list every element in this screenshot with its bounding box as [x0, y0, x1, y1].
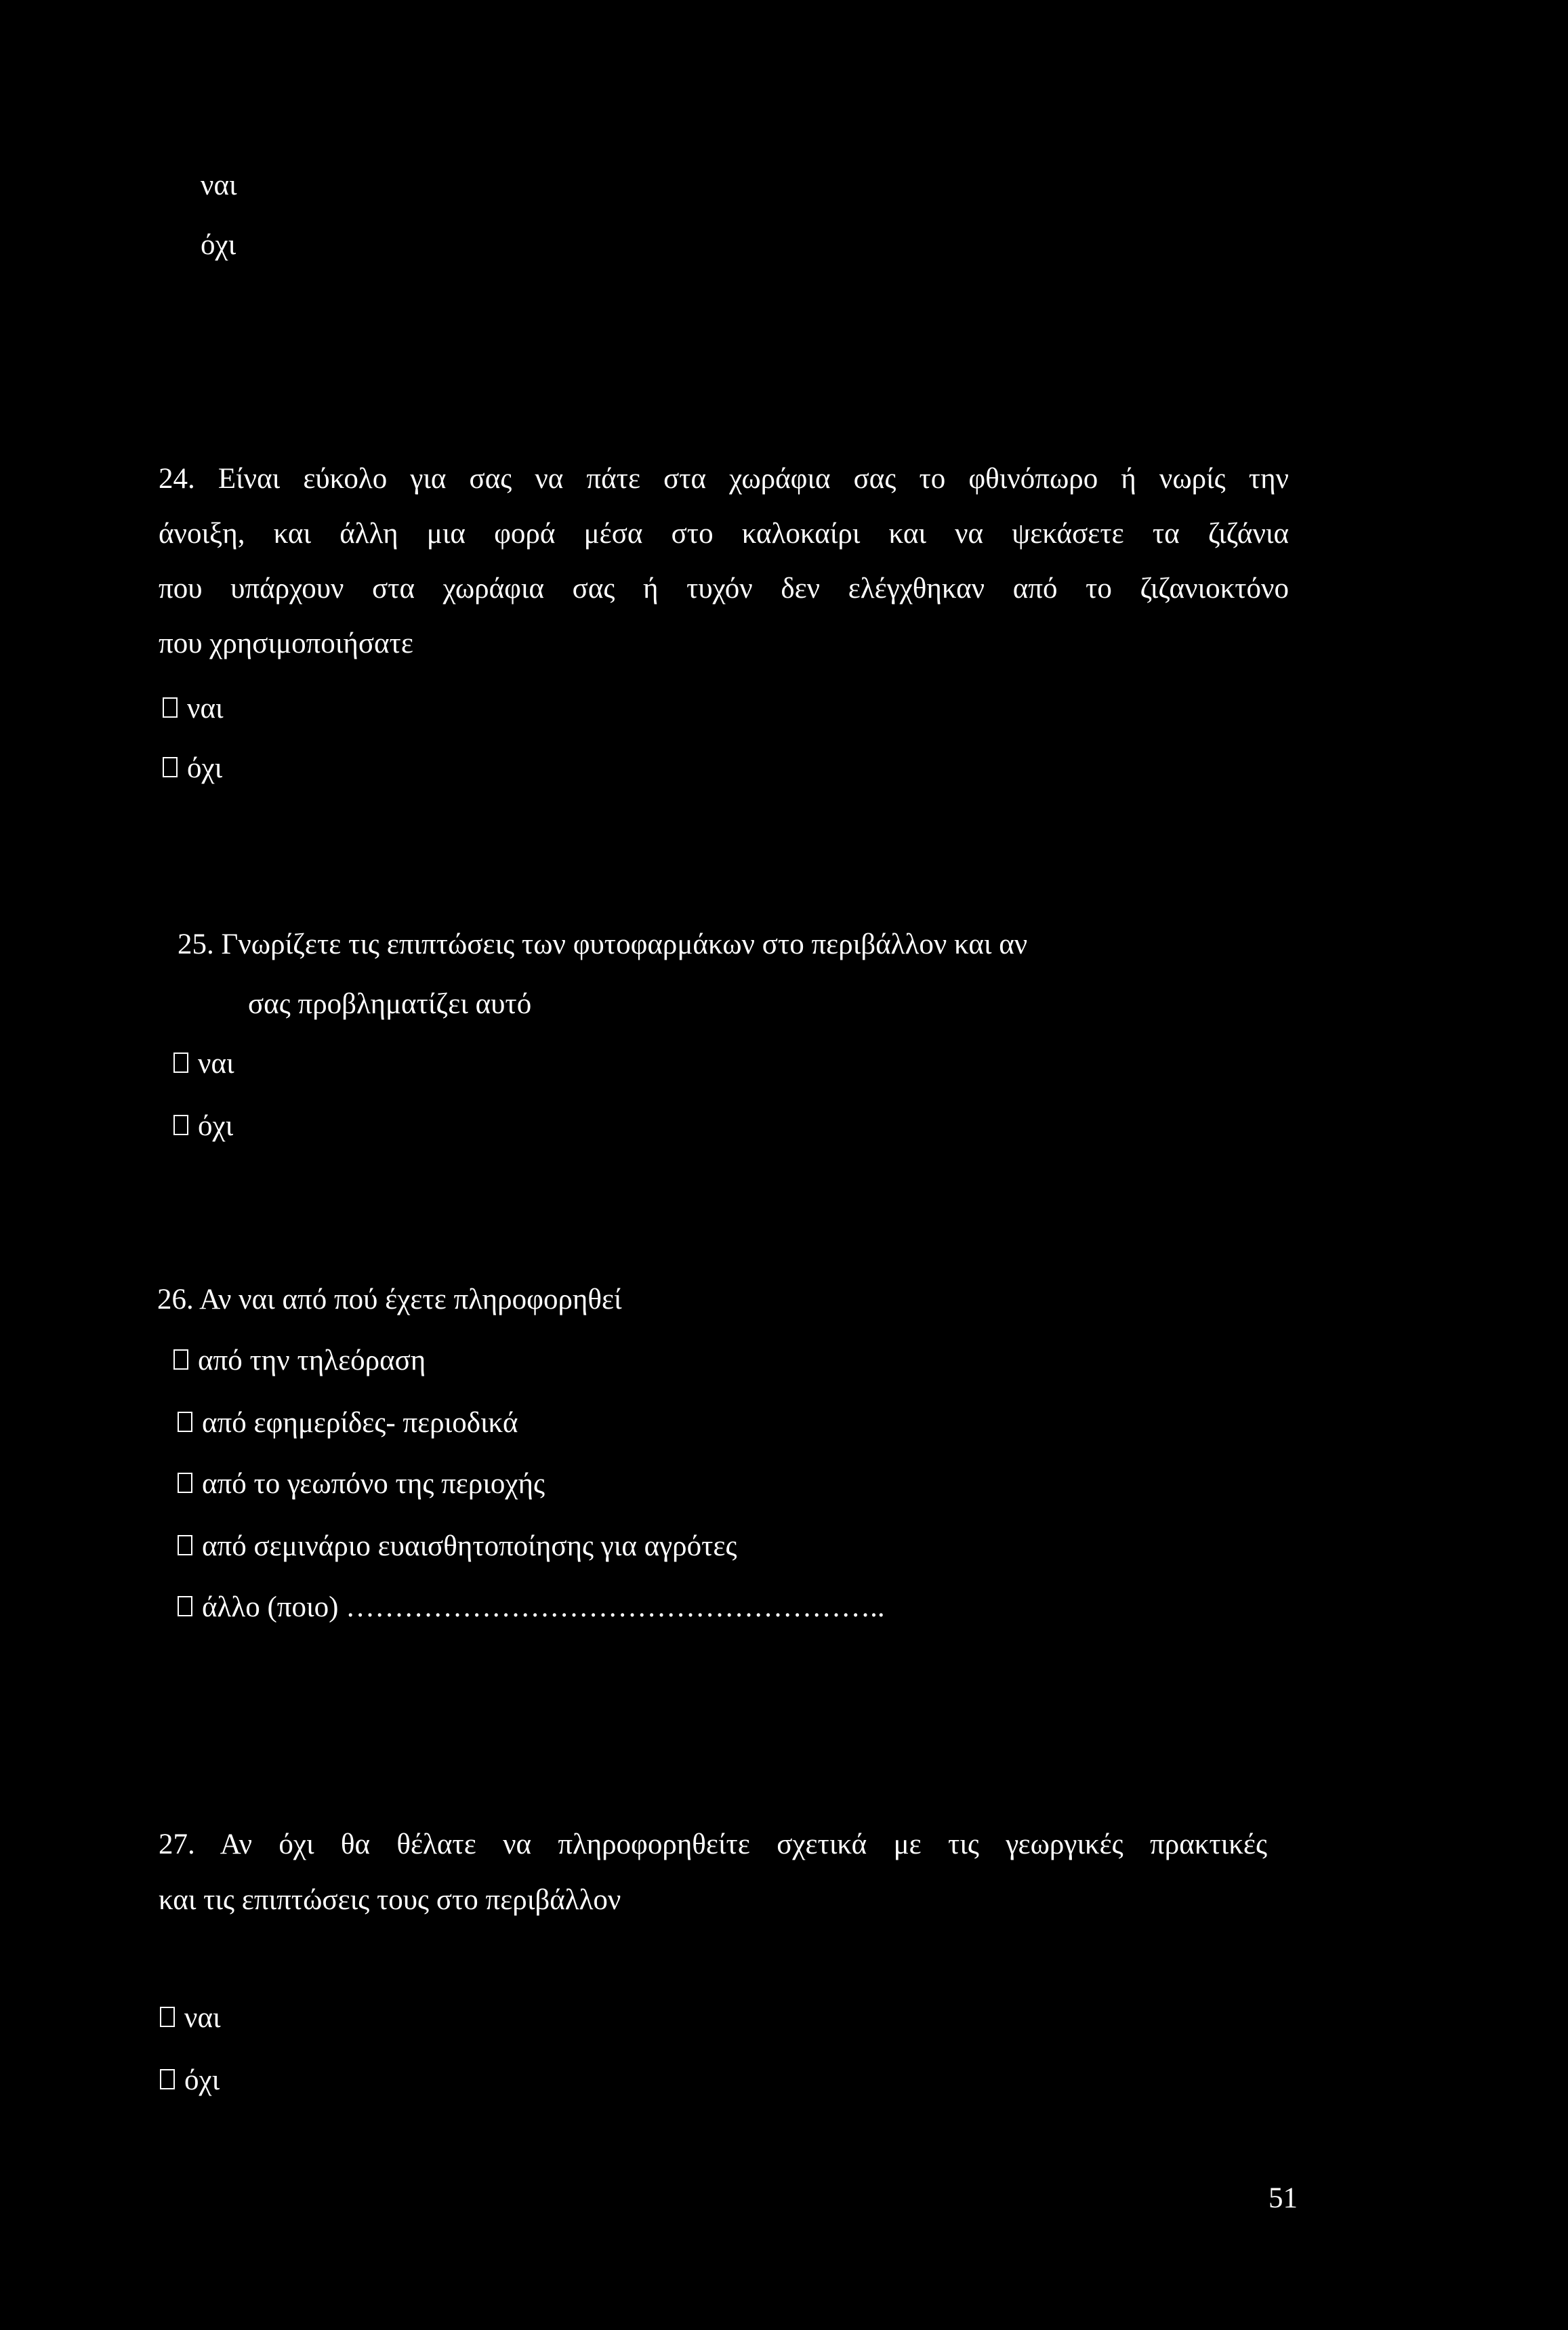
checkbox-icon[interactable] [178, 1473, 192, 1493]
q24-option-no-label: όχι [187, 752, 223, 784]
q27-line-2: και τις επιπτώσεις τους στο περιβάλλον [159, 1884, 621, 1916]
q27-option-yes-label: ναι [184, 2002, 221, 2034]
q26-option-tv[interactable] [173, 1346, 426, 1375]
checkbox-icon[interactable] [173, 1052, 188, 1073]
q24-line-3: που υπάρχουν στα χωράφια σας ή τυχόν δεν ελέγχθηκαν από το ζιζανιοκτόνο [159, 573, 1289, 605]
q27-option-no-label: όχι [184, 2064, 220, 2096]
q24-option-yes-label: ναι [187, 693, 224, 724]
q27-option-yes[interactable] [160, 2003, 221, 2032]
q26-option-agronomist[interactable] [178, 1469, 545, 1498]
checkbox-icon[interactable] [178, 1596, 192, 1616]
q27-line-1: 27. Αν όχι θα θέλατε να πληροφορηθείτε σχετικά με τις γεωργικές πρακτικές [159, 1828, 1267, 1860]
q25-option-no[interactable] [173, 1111, 233, 1141]
checkbox-icon[interactable] [160, 2007, 175, 2027]
q26-option-seminar[interactable] [178, 1532, 737, 1561]
q26-option-agronomist-label: από το γεωπόνο της περιοχής [202, 1468, 545, 1500]
checkbox-icon[interactable] [178, 1535, 192, 1555]
q26-option-other-label: άλλο (ποιο) ……………………………………………….. [202, 1591, 885, 1623]
q25-option-yes-label: ναι [198, 1048, 234, 1080]
page-number: 51 [1268, 2182, 1298, 2214]
q27-option-no[interactable] [160, 2066, 220, 2095]
checkbox-icon[interactable] [173, 1115, 188, 1135]
q24-line-1: 24. Είναι εύκολο για σας να πάτε στα χωράφια σας το φθινόπωρο ή νωρίς την [159, 463, 1289, 495]
q23-option-no-label: όχι [201, 229, 236, 261]
q26-option-seminar-label: από σεμινάριο ευαισθητοποίησης για αγρότες [202, 1530, 737, 1562]
q23-option-yes [201, 171, 237, 200]
checkbox-icon[interactable] [160, 2069, 175, 2089]
checkbox-icon[interactable] [163, 697, 178, 718]
q23-option-yes-label: ναι [201, 169, 237, 201]
q26-option-other[interactable] [178, 1593, 885, 1622]
checkbox-icon[interactable] [178, 1412, 192, 1432]
q26-question: 26. Αν ναι από πού έχετε πληροφορηθεί [157, 1284, 622, 1315]
checkbox-icon[interactable] [173, 1349, 188, 1370]
q24-option-yes[interactable] [163, 694, 224, 723]
q24-option-no[interactable] [163, 754, 222, 783]
q24-line-4: που χρησιμοποιήσατε [159, 628, 413, 659]
q25-option-yes[interactable] [173, 1049, 234, 1078]
q26-option-tv-label: από την τηλεόραση [198, 1345, 426, 1376]
q26-option-press[interactable] [178, 1408, 518, 1437]
q24-line-2: άνοιξη, και άλλη μια φορά μέσα στο καλοκαίρι και να ψεκάσετε τα ζιζάνια [159, 518, 1289, 550]
q23-option-no [201, 230, 236, 260]
q26-option-press-label: από εφημερίδες- περιοδικά [202, 1407, 518, 1439]
checkbox-icon[interactable] [163, 757, 178, 777]
q25-line-1: 25. Γνωρίζετε τις επιπτώσεις των φυτοφαρμάκων στο περιβάλλον και αν [178, 928, 1028, 960]
q25-option-no-label: όχι [198, 1110, 234, 1142]
q25-line-2: σας προβληματίζει αυτό [248, 988, 532, 1020]
